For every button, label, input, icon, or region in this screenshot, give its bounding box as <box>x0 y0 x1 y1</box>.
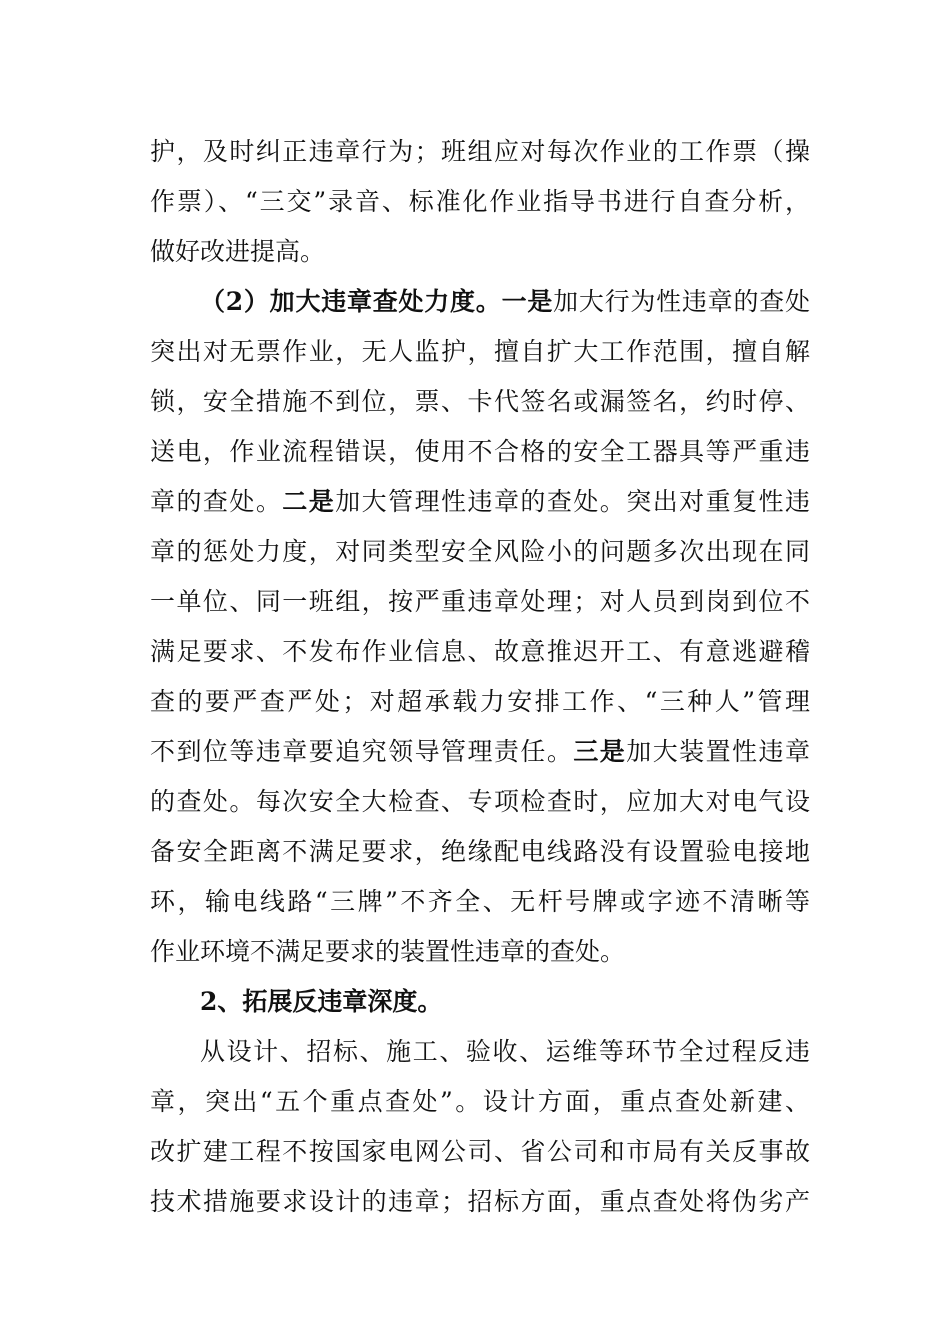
text-line <box>200 1037 810 1067</box>
text-line <box>200 987 810 1017</box>
text-line <box>150 1187 810 1217</box>
text-line <box>150 587 810 617</box>
text-line <box>150 937 810 967</box>
body-text: 护，及时纠正违章行为；班组应对每次作业的工作票（操 <box>150 137 810 166</box>
body-text: 加大装置性违章 <box>626 737 810 766</box>
body-text: 章的查处。 <box>150 487 283 516</box>
body-text: 加大管理性违章的查处。突出对重复性违 <box>335 487 810 516</box>
body-text: 做好改进提高。 <box>150 237 326 266</box>
text-line <box>150 637 810 667</box>
body-text: 章的惩处力度，对同类型安全风险小的问题多次出现在同 <box>150 537 810 566</box>
text-line <box>150 337 810 367</box>
text-line <box>150 387 810 417</box>
body-text: 章，突出“五个重点查处”。设计方面，重点查处新建、 <box>150 1087 810 1116</box>
text-line <box>150 1137 810 1167</box>
body-text: 作票）、“三交”录音、标准化作业指导书进行自查分析， <box>150 187 810 216</box>
text-line <box>150 437 810 467</box>
text-line <box>150 887 810 917</box>
body-text: 锁，安全措施不到位，票、卡代签名或漏签名，约时停、 <box>150 387 810 416</box>
bold-text: 2、拓展反违章深度。 <box>200 987 443 1016</box>
text-line <box>150 1087 810 1117</box>
body-text: 不到位等违章要追究领导管理责任。 <box>150 737 574 766</box>
body-text: 的查处。每次安全大检查、专项检查时，应加大对电气设 <box>150 787 810 816</box>
text-line <box>150 787 810 817</box>
bold-text: 三是 <box>573 737 627 766</box>
text-line <box>150 537 810 567</box>
text-line <box>200 287 810 317</box>
body-text: 作业环境不满足要求的装置性违章的查处。 <box>150 937 626 966</box>
text-line <box>150 487 810 517</box>
body-text: 环，输电线路“三牌”不齐全、无杆号牌或字迹不清晰等 <box>150 887 810 916</box>
text-line <box>150 187 810 217</box>
body-text: 一单位、同一班组，按严重违章处理；对人员到岗到位不 <box>150 587 810 616</box>
body-text: 技术措施要求设计的违章；招标方面，重点查处将伪劣产 <box>150 1187 810 1216</box>
bold-text: 一是 <box>501 287 554 316</box>
bold-text: （2）加大违章查处力度。 <box>200 287 502 316</box>
body-text: 改扩建工程不按国家电网公司、省公司和市局有关反事故 <box>150 1137 810 1166</box>
body-text: 查的要严查严处；对超承载力安排工作、“三种人”管理 <box>150 687 810 716</box>
bold-text: 二是 <box>282 487 336 516</box>
text-line <box>150 737 810 767</box>
text-line <box>150 687 810 717</box>
body-text: 加大行为性违章的查处 <box>553 287 810 316</box>
text-line <box>150 137 810 167</box>
body-text: 从设计、招标、施工、验收、运维等环节全过程反违 <box>200 1037 810 1066</box>
text-line <box>150 837 810 867</box>
body-text: 满足要求、不发布作业信息、故意推迟开工、有意逃避稽 <box>150 637 810 666</box>
body-text: 备安全距离不满足要求，绝缘配电线路没有设置验电接地 <box>150 837 810 866</box>
body-text: 突出对无票作业，无人监护，擅自扩大工作范围，擅自解 <box>150 337 810 366</box>
body-text: 送电，作业流程错误，使用不合格的安全工器具等严重违 <box>150 437 810 466</box>
text-line <box>150 237 810 267</box>
